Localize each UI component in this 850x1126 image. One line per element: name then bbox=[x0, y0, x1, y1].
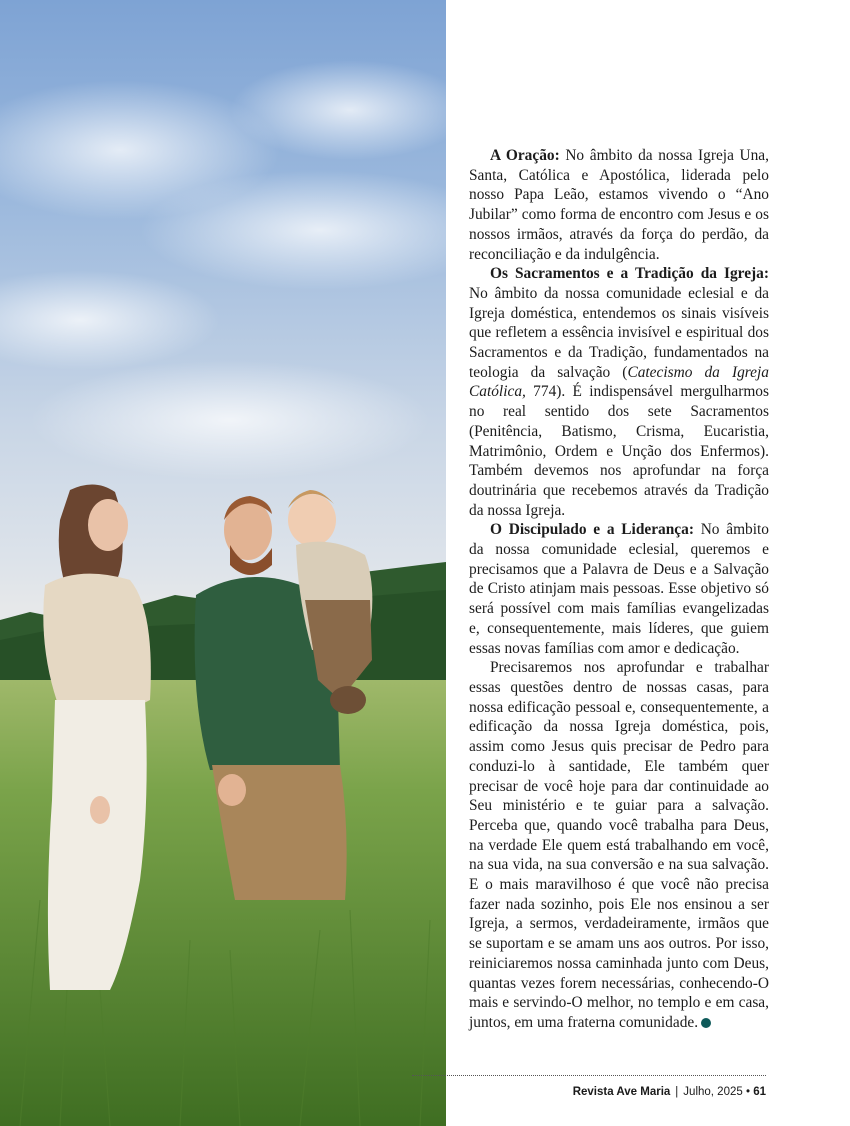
paragraph-prayer bbox=[469, 146, 769, 264]
article-body bbox=[469, 146, 769, 1033]
text-sacraments-a: No âmbito da nossa comunidade eclesial e da Igreja doméstica, entendemos os sinais visíveis que refletem a essência invisível e espiritual dos Sacramentos e da Tradição, fundamentados na teologia da salvação ( bbox=[469, 284, 769, 381]
heading-prayer: A Oração: bbox=[490, 147, 560, 164]
text-prayer: No âmbito da nossa Igreja Una, Santa, Católica e Apostólica, liderada pelo nosso Papa Leão, estamos vivendo o “Ano Jubilar” como forma de encontro com Jesus e os nossos irmãos, através da força do perdão, da reconciliação e da indulgência. bbox=[469, 147, 769, 263]
page-number: 61 bbox=[753, 1086, 766, 1098]
magazine-name: Revista Ave Maria bbox=[572, 1086, 671, 1098]
end-mark-icon bbox=[701, 1018, 711, 1028]
text-discipleship: No âmbito da nossa comunidade eclesial, queremos e precisamos que a Palavra de Deus e a Salvação de Cristo atinjam mais pessoas. Esse objetivo só será possível com mais famílias evangelizadas e, consequentemente, mais líderes, que guiem essas novas famílias com amor e dedicação. bbox=[469, 521, 769, 657]
text-sacraments-b: 774). É indispensável mergulharmos no real sentido dos sete Sacramentos (Penitência, Batismo, Crisma, Eucaristia, Matrimônio, Ordem e Unção dos Enfermos). Também devemos nos aprofundar na força doutrinária que recebemos através da Tradição da nossa Igreja. bbox=[469, 383, 769, 519]
heading-discipleship: O Discipulado e a Liderança: bbox=[490, 521, 694, 539]
paragraph-conclusion bbox=[469, 658, 769, 1032]
footer-divider bbox=[412, 1075, 766, 1076]
footer-bullet: • bbox=[745, 1086, 750, 1098]
text-conclusion: Precisaremos nos aprofundar e trabalhar essas questões dentro de nossas casas, para nossa edificação pessoal e, consequentemente, a edificação da nossa Igreja doméstica, pois, assim como Jesus quis precisar de Pedro para conduzi-lo à santidade, Ele também quer precisar de você hoje para dar continuidade ao Seu ministério e te guiar para a salvação. Perceba que, quando você trabalha para Deus, na verdade Ele quem está trabalhando em você, na sua vida, na sua conversão e na sua salvação. E o mais maravilhoso é que você não precisa fazer nada sozinho, pois Ele nos ensinou a ser Igreja, a sermos, verdadeiramente, irmãos que se suportam e se amam uns aos outros. Por isso, reiniciaremos nossa caminhada junto com Deus, quantas vezes forem necessárias, conhecendo-O mais e servindo-O melhor, no templo e em casa, juntos, em uma fraterna comunidade. bbox=[469, 659, 769, 1031]
paragraph-sacraments bbox=[469, 264, 769, 520]
paragraph-discipleship bbox=[469, 520, 769, 658]
page-footer bbox=[573, 1086, 766, 1098]
citation-catechism: Catecismo da Igreja Católica, bbox=[469, 363, 769, 401]
issue-date: Julho, 2025 bbox=[683, 1086, 743, 1098]
heading-sacraments: Os Sacramentos e a Tradição da Igreja: bbox=[490, 265, 769, 283]
footer-separator: | bbox=[675, 1086, 679, 1098]
